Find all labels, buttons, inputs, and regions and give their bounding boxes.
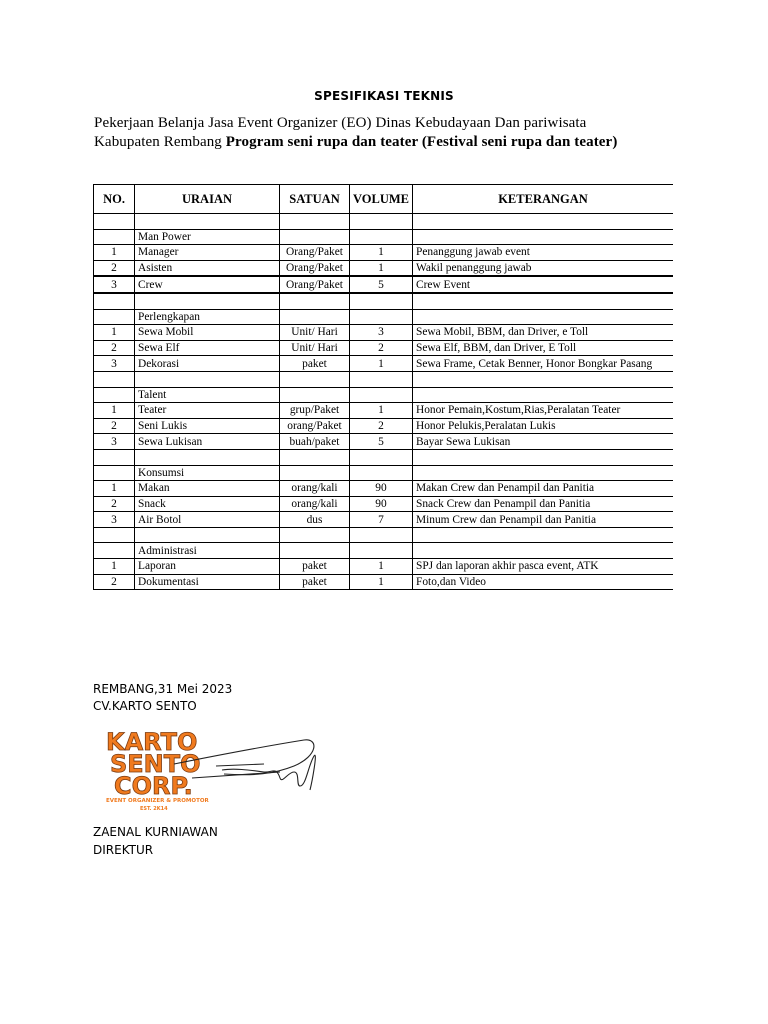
company-logo-stamp xyxy=(104,726,324,816)
cell-uraian xyxy=(135,214,280,230)
cell-no: 1 xyxy=(94,481,135,497)
table-row xyxy=(94,309,674,325)
cell-uraian: Asisten xyxy=(135,260,280,276)
cell-volume: 2 xyxy=(350,340,413,356)
table-row xyxy=(94,465,674,481)
cell-volume: 1 xyxy=(350,260,413,276)
table-row xyxy=(94,229,674,245)
cell-satuan xyxy=(280,543,350,559)
cell-satuan: paket xyxy=(280,559,350,575)
cell-uraian: Air Botol xyxy=(135,512,280,528)
cell-no: 2 xyxy=(94,496,135,512)
intro-line-2-plain: Kabupaten Rembang xyxy=(94,134,226,150)
cell-satuan xyxy=(280,465,350,481)
header-volume: VOLUME xyxy=(350,185,413,214)
cell-keterangan: Honor Pemain,Kostum,Rias,Peralatan Teater xyxy=(413,403,674,419)
company-name: CV.KARTO SENTO xyxy=(93,699,197,713)
cell-keterangan xyxy=(413,387,674,403)
table-row xyxy=(94,387,674,403)
cell-no xyxy=(94,543,135,559)
cell-volume xyxy=(350,293,413,309)
cell-uraian xyxy=(135,371,280,387)
table-row xyxy=(94,260,674,276)
table-row xyxy=(94,245,674,261)
cell-keterangan: Crew Event xyxy=(413,276,674,293)
cell-keterangan: SPJ dan laporan akhir pasca event, ATK xyxy=(413,559,674,575)
cell-uraian: Seni Lukis xyxy=(135,418,280,434)
cell-keterangan: Snack Crew dan Penampil dan Panitia xyxy=(413,496,674,512)
cell-no xyxy=(94,214,135,230)
cell-volume xyxy=(350,527,413,543)
cell-no: 1 xyxy=(94,325,135,341)
cell-satuan: Orang/Paket xyxy=(280,245,350,261)
logo-est: EST. 2K14 xyxy=(140,806,168,812)
header-keterangan: KETERANGAN xyxy=(413,185,674,214)
cell-keterangan: Minum Crew dan Penampil dan Panitia xyxy=(413,512,674,528)
table-row xyxy=(94,527,674,543)
cell-uraian: Dekorasi xyxy=(135,356,280,372)
cell-satuan xyxy=(280,527,350,543)
cell-volume: 5 xyxy=(350,434,413,450)
cell-volume: 90 xyxy=(350,496,413,512)
cell-uraian: Snack xyxy=(135,496,280,512)
table-row xyxy=(94,325,674,341)
cell-keterangan xyxy=(413,229,674,245)
cell-keterangan xyxy=(413,293,674,309)
cell-keterangan: Penanggung jawab event xyxy=(413,245,674,261)
cell-keterangan xyxy=(413,309,674,325)
cell-satuan xyxy=(280,229,350,245)
signer-position: DIREKTUR xyxy=(93,843,154,857)
cell-uraian: Makan xyxy=(135,481,280,497)
cell-volume: 5 xyxy=(350,276,413,293)
cell-volume xyxy=(350,371,413,387)
cell-no xyxy=(94,465,135,481)
cell-no xyxy=(94,387,135,403)
cell-no: 2 xyxy=(94,260,135,276)
cell-no xyxy=(94,527,135,543)
table-row xyxy=(94,214,674,230)
table-row xyxy=(94,543,674,559)
cell-satuan: Unit/ Hari xyxy=(280,325,350,341)
cell-no: 2 xyxy=(94,340,135,356)
table-row xyxy=(94,293,674,309)
table-row xyxy=(94,371,674,387)
header-no: NO. xyxy=(94,185,135,214)
cell-no: 3 xyxy=(94,356,135,372)
cell-volume: 3 xyxy=(350,325,413,341)
cell-no xyxy=(94,449,135,465)
cell-keterangan xyxy=(413,527,674,543)
cell-volume: 1 xyxy=(350,245,413,261)
cell-satuan: Orang/Paket xyxy=(280,260,350,276)
cell-uraian: Manager xyxy=(135,245,280,261)
cell-volume: 1 xyxy=(350,356,413,372)
cell-keterangan xyxy=(413,371,674,387)
table-row xyxy=(94,449,674,465)
cell-keterangan: Sewa Frame, Cetak Benner, Honor Bongkar Pasang xyxy=(413,356,674,372)
cell-satuan xyxy=(280,387,350,403)
company-logo xyxy=(106,728,209,812)
table-row xyxy=(94,574,674,590)
cell-keterangan xyxy=(413,214,674,230)
cell-volume: 1 xyxy=(350,574,413,590)
cell-no: 1 xyxy=(94,559,135,575)
cell-satuan: grup/Paket xyxy=(280,403,350,419)
cell-volume: 1 xyxy=(350,559,413,575)
cell-uraian: Talent xyxy=(135,387,280,403)
cell-volume xyxy=(350,309,413,325)
cell-no: 1 xyxy=(94,403,135,419)
cell-satuan: orang/kali xyxy=(280,481,350,497)
place-date: REMBANG,31 Mei 2023 xyxy=(93,682,233,696)
logo-text-sento: SENTO xyxy=(110,750,201,778)
cell-volume xyxy=(350,543,413,559)
cell-satuan: dus xyxy=(280,512,350,528)
cell-keterangan: Sewa Elf, BBM, dan Driver, E Toll xyxy=(413,340,674,356)
cell-satuan: orang/kali xyxy=(280,496,350,512)
cell-uraian xyxy=(135,293,280,309)
table-row xyxy=(94,276,674,293)
cell-uraian: Sewa Mobil xyxy=(135,325,280,341)
cell-uraian: Perlengkapan xyxy=(135,309,280,325)
cell-no: 3 xyxy=(94,512,135,528)
cell-satuan xyxy=(280,293,350,309)
cell-no xyxy=(94,309,135,325)
cell-satuan xyxy=(280,309,350,325)
cell-uraian xyxy=(135,449,280,465)
signer-name: ZAENAL KURNIAWAN xyxy=(93,825,218,839)
table-row xyxy=(94,559,674,575)
cell-keterangan xyxy=(413,543,674,559)
header-uraian: URAIAN xyxy=(135,185,280,214)
cell-uraian: Teater xyxy=(135,403,280,419)
table-row xyxy=(94,418,674,434)
intro-line-2 xyxy=(94,133,694,152)
cell-keterangan: Wakil penanggung jawab xyxy=(413,260,674,276)
cell-satuan: paket xyxy=(280,574,350,590)
cell-satuan: paket xyxy=(280,356,350,372)
cell-uraian: Crew xyxy=(135,276,280,293)
logo-text-corp: CORP. xyxy=(114,772,193,800)
table-row xyxy=(94,403,674,419)
cell-satuan xyxy=(280,449,350,465)
cell-no xyxy=(94,229,135,245)
cell-uraian: Konsumsi xyxy=(135,465,280,481)
cell-keterangan: Sewa Mobil, BBM, dan Driver, e Toll xyxy=(413,325,674,341)
cell-no: 2 xyxy=(94,418,135,434)
cell-volume xyxy=(350,229,413,245)
cell-uraian xyxy=(135,527,280,543)
table-row xyxy=(94,512,674,528)
logo-text-karto: KARTO xyxy=(106,728,198,756)
cell-volume: 2 xyxy=(350,418,413,434)
cell-no xyxy=(94,371,135,387)
cell-uraian: Administrasi xyxy=(135,543,280,559)
cell-keterangan: Foto,dan Video xyxy=(413,574,674,590)
cell-keterangan: Makan Crew dan Penampil dan Panitia xyxy=(413,481,674,497)
cell-satuan: Unit/ Hari xyxy=(280,340,350,356)
cell-uraian: Man Power xyxy=(135,229,280,245)
header-satuan: SATUAN xyxy=(280,185,350,214)
cell-no: 2 xyxy=(94,574,135,590)
cell-no xyxy=(94,293,135,309)
intro-paragraph xyxy=(94,114,694,152)
intro-line-1: Pekerjaan Belanja Jasa Event Organizer (EO) Dinas Kebudayaan Dan pariwisata xyxy=(94,115,587,131)
spec-table xyxy=(93,184,673,590)
logo-tagline: EVENT ORGANIZER & PROMOTOR xyxy=(106,798,209,804)
cell-volume: 90 xyxy=(350,481,413,497)
cell-uraian: Dokumentasi xyxy=(135,574,280,590)
cell-keterangan xyxy=(413,449,674,465)
cell-volume xyxy=(350,387,413,403)
cell-satuan xyxy=(280,214,350,230)
document-title: SPESIFIKASI TEKNIS xyxy=(314,89,454,103)
cell-no: 1 xyxy=(94,245,135,261)
cell-keterangan: Honor Pelukis,Peralatan Lukis xyxy=(413,418,674,434)
table-row xyxy=(94,434,674,450)
cell-uraian: Sewa Lukisan xyxy=(135,434,280,450)
cell-no: 3 xyxy=(94,434,135,450)
cell-satuan: Orang/Paket xyxy=(280,276,350,293)
cell-satuan: buah/paket xyxy=(280,434,350,450)
cell-uraian: Sewa Elf xyxy=(135,340,280,356)
cell-volume xyxy=(350,214,413,230)
cell-volume xyxy=(350,465,413,481)
table-row xyxy=(94,481,674,497)
cell-no: 3 xyxy=(94,276,135,293)
cell-keterangan xyxy=(413,465,674,481)
cell-volume: 1 xyxy=(350,403,413,419)
program-name: Program seni rupa dan teater (Festival seni rupa dan teater) xyxy=(225,134,618,150)
table-row xyxy=(94,340,674,356)
cell-satuan xyxy=(280,371,350,387)
table-header-row xyxy=(94,185,674,214)
table-row xyxy=(94,356,674,372)
cell-volume xyxy=(350,449,413,465)
cell-volume: 7 xyxy=(350,512,413,528)
cell-uraian: Laporan xyxy=(135,559,280,575)
table-body xyxy=(94,214,674,590)
cell-keterangan: Bayar Sewa Lukisan xyxy=(413,434,674,450)
logo-signature-graphic xyxy=(104,726,324,816)
cell-satuan: orang/Paket xyxy=(280,418,350,434)
table-row xyxy=(94,496,674,512)
